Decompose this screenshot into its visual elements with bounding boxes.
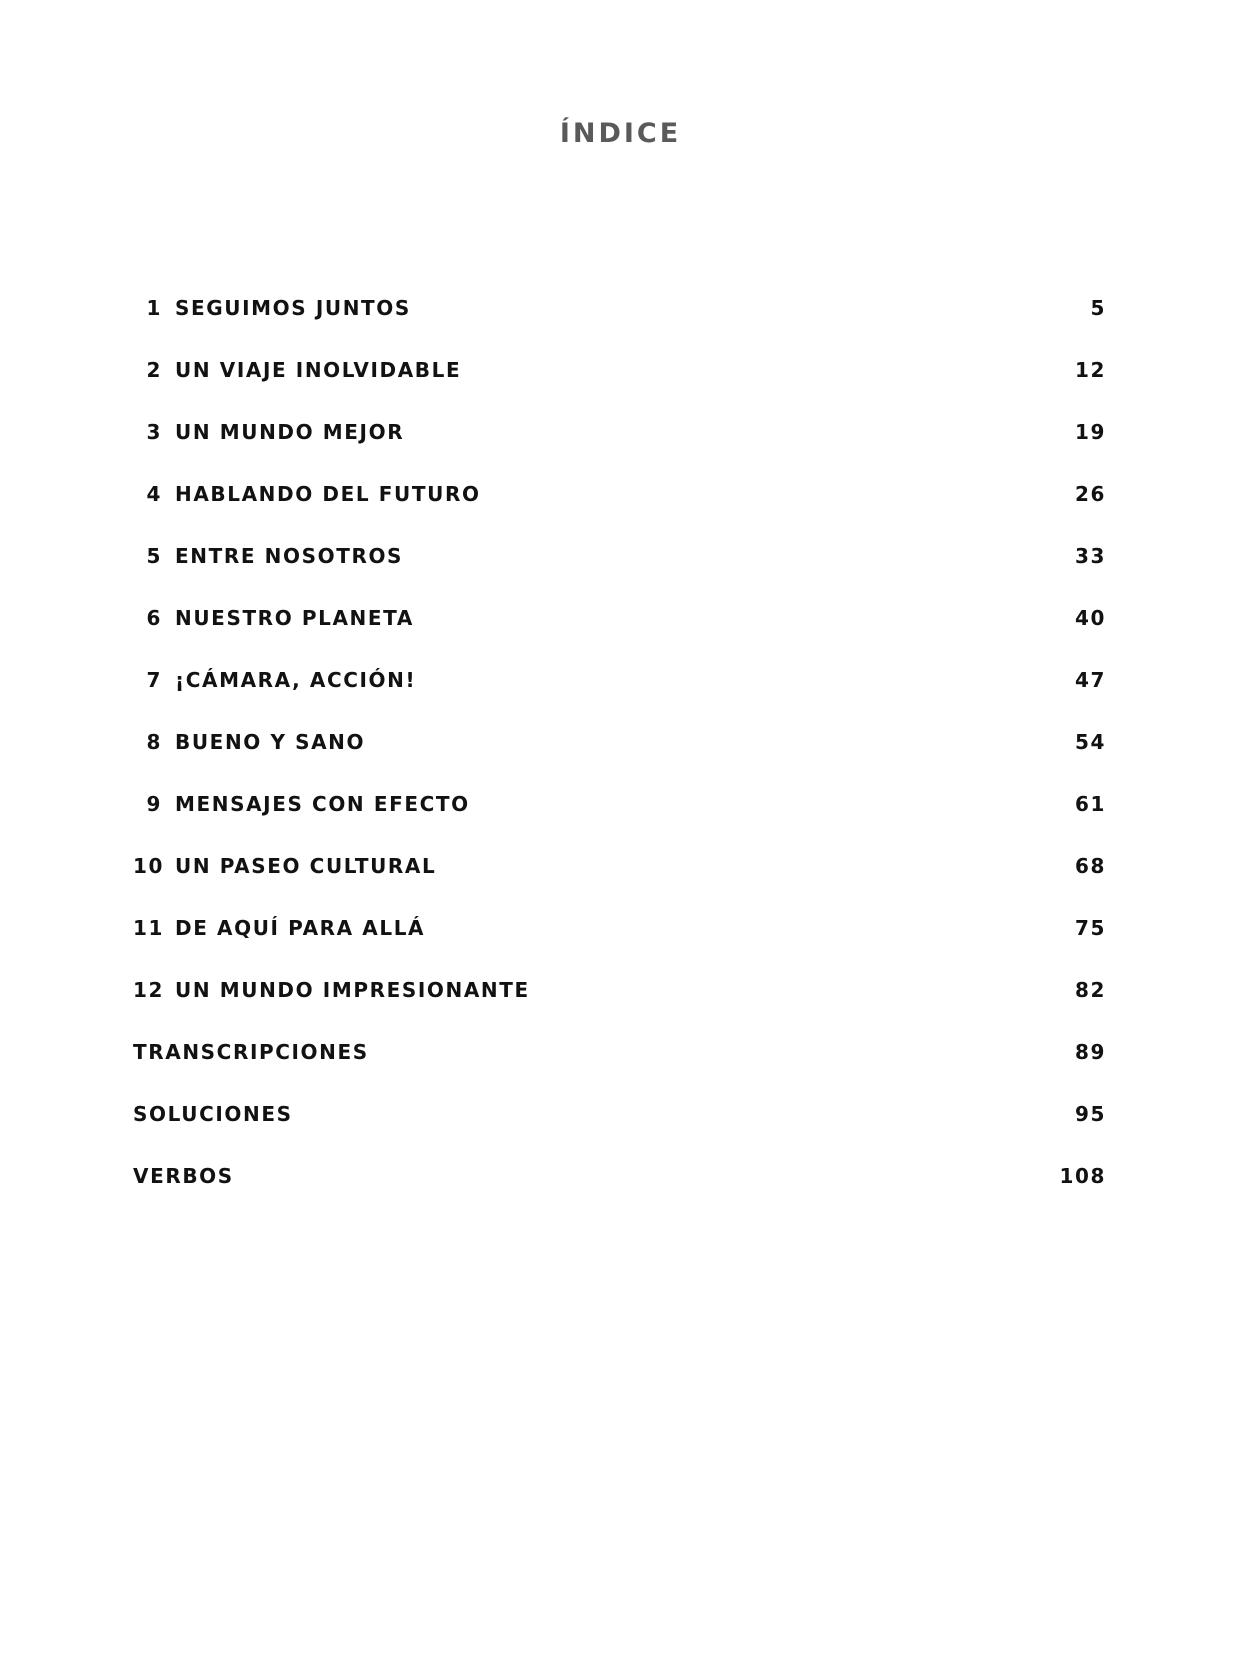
toc-entry-page: 75 <box>1074 916 1106 940</box>
toc-entry-soluciones[interactable] <box>133 1102 1106 1164</box>
toc-entry-number: 11 <box>133 916 165 940</box>
toc-entry-8[interactable] <box>133 730 1106 792</box>
toc-entry-4[interactable] <box>133 482 1106 544</box>
toc-entry-9[interactable] <box>133 792 1106 854</box>
toc-entry-transcripciones[interactable] <box>133 1040 1106 1102</box>
toc-entry-title: UN VIAJE INOLVIDABLE <box>175 358 462 382</box>
toc-entry-page: 47 <box>1074 668 1106 692</box>
toc-entry-page: 61 <box>1074 792 1106 816</box>
toc-entry-number: 12 <box>133 978 165 1002</box>
toc-entry-7[interactable] <box>133 668 1106 730</box>
toc-entry-page: 89 <box>1074 1040 1106 1064</box>
toc-entry-page: 26 <box>1074 482 1106 506</box>
table-of-contents <box>133 296 1106 1226</box>
toc-entry-5[interactable] <box>133 544 1106 606</box>
toc-entry-number: 7 <box>146 668 162 692</box>
toc-entry-verbos[interactable] <box>133 1164 1106 1226</box>
toc-entry-page: 54 <box>1074 730 1106 754</box>
toc-entry-title: VERBOS <box>133 1164 234 1188</box>
toc-entry-title: UN PASEO CULTURAL <box>175 854 437 878</box>
toc-entry-page: 12 <box>1074 358 1106 382</box>
toc-entry-title: ENTRE NOSOTROS <box>175 544 404 568</box>
toc-entry-page: 95 <box>1074 1102 1106 1126</box>
toc-entry-title: TRANSCRIPCIONES <box>133 1040 369 1064</box>
toc-entry-title: MENSAJES CON EFECTO <box>175 792 470 816</box>
toc-entry-page: 108 <box>1059 1164 1106 1188</box>
toc-entry-2[interactable] <box>133 358 1106 420</box>
toc-entry-page: 19 <box>1074 420 1106 444</box>
toc-entry-title: HABLANDO DEL FUTURO <box>175 482 481 506</box>
toc-entry-page: 33 <box>1074 544 1106 568</box>
toc-entry-number: 8 <box>146 730 162 754</box>
toc-entry-page: 40 <box>1074 606 1106 630</box>
toc-entry-number: 9 <box>146 792 162 816</box>
toc-entry-number: 3 <box>146 420 162 444</box>
toc-entry-1[interactable] <box>133 296 1106 358</box>
toc-entry-number: 6 <box>146 606 162 630</box>
toc-entry-number: 2 <box>146 358 162 382</box>
toc-entry-number: 10 <box>133 854 165 878</box>
toc-entry-title: UN MUNDO MEJOR <box>175 420 405 444</box>
toc-entry-11[interactable] <box>133 916 1106 978</box>
toc-entry-number: 1 <box>146 296 162 320</box>
toc-entry-page: 82 <box>1074 978 1106 1002</box>
toc-entry-12[interactable] <box>133 978 1106 1040</box>
toc-entry-10[interactable] <box>133 854 1106 916</box>
toc-entry-number: 5 <box>146 544 162 568</box>
toc-entry-page: 5 <box>1090 296 1106 320</box>
toc-entry-title: SOLUCIONES <box>133 1102 293 1126</box>
toc-entry-title: DE AQUÍ PARA ALLÁ <box>175 916 426 940</box>
toc-entry-3[interactable] <box>133 420 1106 482</box>
toc-entry-title: ¡CÁMARA, ACCIÓN! <box>175 668 417 692</box>
toc-entry-title: UN MUNDO IMPRESIONANTE <box>175 978 530 1002</box>
toc-entry-number: 4 <box>146 482 162 506</box>
toc-entry-title: NUESTRO PLANETA <box>175 606 414 630</box>
toc-entry-title: BUENO Y SANO <box>175 730 366 754</box>
page-title: ÍNDICE <box>559 118 682 149</box>
toc-entry-title: SEGUIMOS JUNTOS <box>175 296 411 320</box>
toc-entry-page: 68 <box>1074 854 1106 878</box>
toc-entry-6[interactable] <box>133 606 1106 668</box>
